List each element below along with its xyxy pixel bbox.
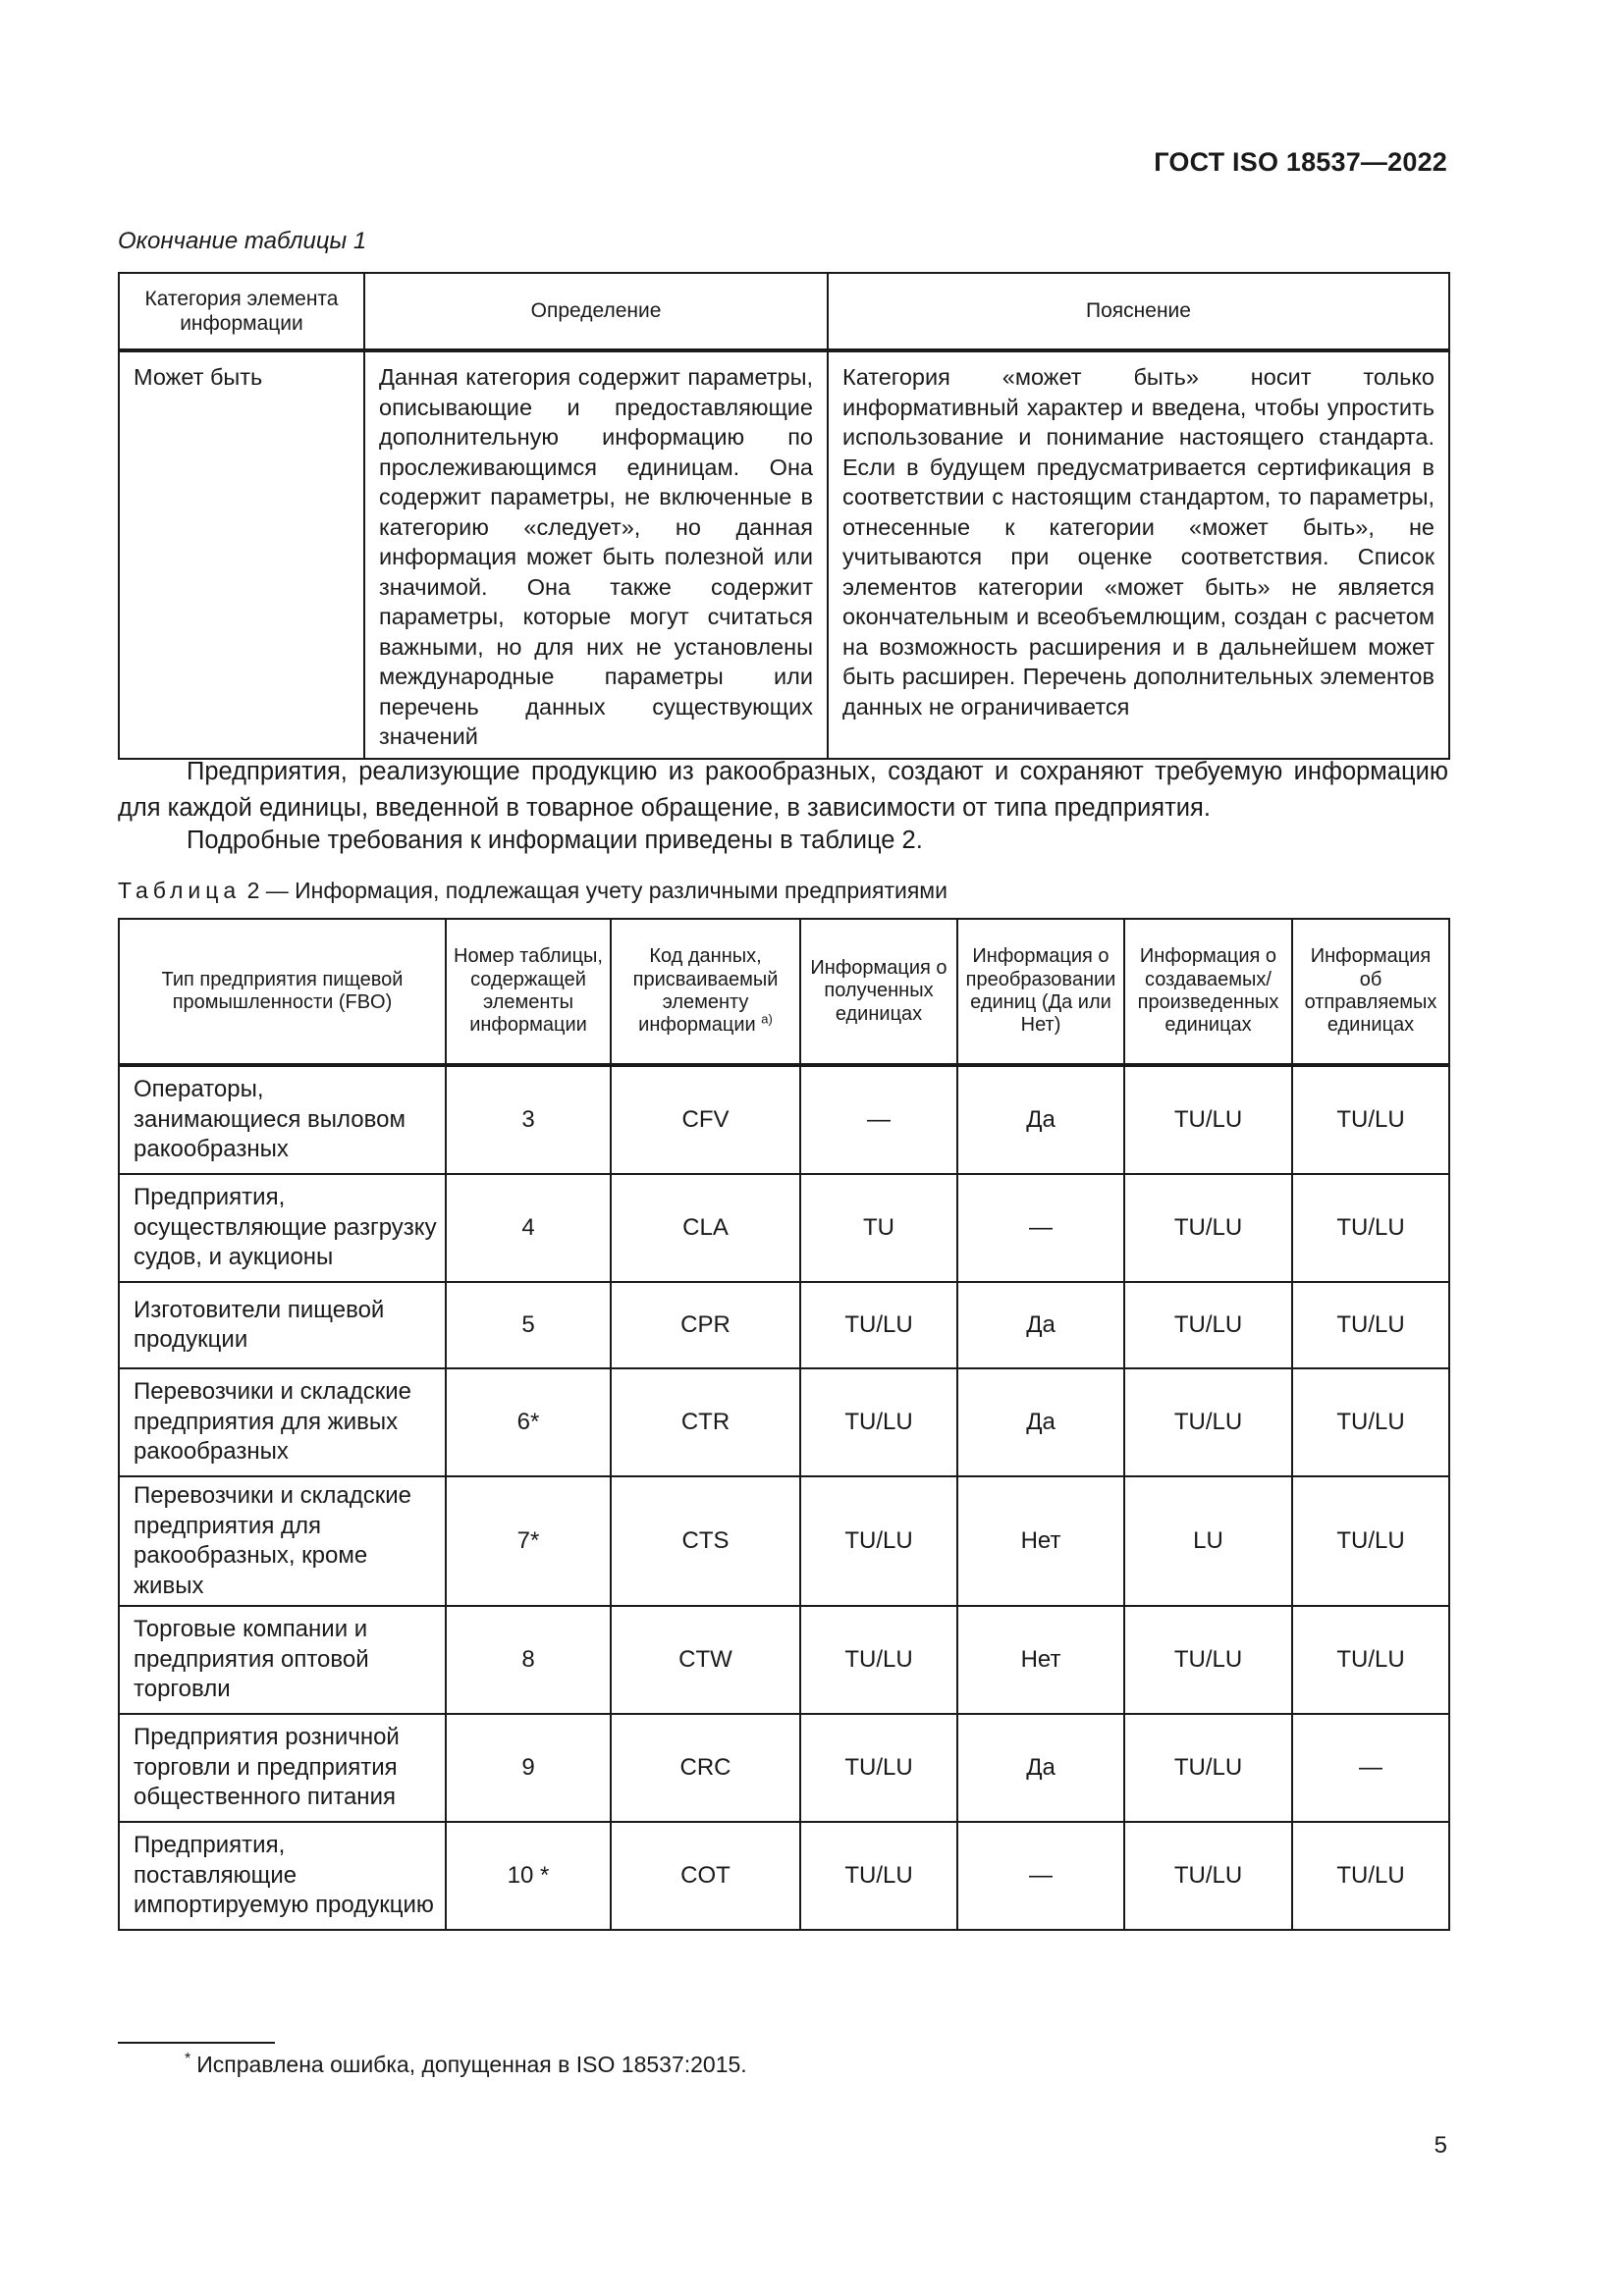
table2-cell-dispatched: TU/LU <box>1292 1065 1449 1174</box>
table2-cell-received: TU <box>800 1174 957 1282</box>
table2-header-dispatched: Информация об отправляемых единицах <box>1292 919 1449 1065</box>
table2-cell-table-number: 6* <box>446 1368 611 1476</box>
table2-row <box>119 1476 1449 1606</box>
table2-cell-transformed: — <box>957 1174 1124 1282</box>
table2-cell-dispatched: TU/LU <box>1292 1606 1449 1714</box>
table2-cell-fbo-type: Операторы, занимающиеся выловом ракообразных <box>119 1065 446 1174</box>
table2-header-data-code <box>611 919 800 1065</box>
table1-header-explanation: Пояснение <box>828 273 1449 350</box>
table2-cell-created: TU/LU <box>1124 1822 1292 1930</box>
table2-header-data-code-text: Код данных, присваиваемый элементу информации <box>632 945 779 1037</box>
table2-header-row <box>119 919 1449 1065</box>
table2-row <box>119 1065 1449 1174</box>
table2-header-table-number: Номер таблицы, содержащей элементы информации <box>446 919 611 1065</box>
table1-cell-explanation: Категория «может быть» носит только информативный характер и введена, чтобы упростить использование и понимание настоящего стандарта. Если в будущем предусматривается сертификация в соответствии с настоящим стандартом, то параметры, отнесенные к категории «может быть», не учитываются при оценке соответствия. Список элементов категории «может быть» не является окончательным и всеобъемлющим, создан с расчетом на возможность расширения и в дальнейшем может быть расширен. Перечень дополнительных элементов данных не ограничивается <box>828 350 1449 759</box>
table2-cell-transformed: Да <box>957 1282 1124 1368</box>
document-code-header: ГОСТ ISO 18537—2022 <box>1154 147 1447 177</box>
table2-cell-table-number: 10 * <box>446 1822 611 1930</box>
table2-cell-transformed: Да <box>957 1368 1124 1476</box>
table2-header-fbo-type: Тип предприятия пищевой промышленности (FBO) <box>119 919 446 1065</box>
body-paragraph-1: Предприятия, реализующие продукцию из ракообразных, создают и сохраняют требуемую информацию для каждой единицы, введенной в товарное обращение, в зависимости от типа предприятия. <box>118 758 1448 822</box>
table2-caption-title: — Информация, подлежащая учету различными предприятиями <box>265 878 947 903</box>
table2-cell-received: TU/LU <box>800 1714 957 1822</box>
table2-cell-created: TU/LU <box>1124 1282 1292 1368</box>
table2-cell-created: TU/LU <box>1124 1174 1292 1282</box>
footnote-text: Исправлена ошибка, допущенная в ISO 18537:2015. <box>196 2052 747 2077</box>
table2-header-received: Информация о полученных единицах <box>800 919 957 1065</box>
table1-header-category: Категория элемента информации <box>119 273 364 350</box>
table2-cell-table-number: 3 <box>446 1065 611 1174</box>
table2-cell-transformed: Да <box>957 1065 1124 1174</box>
table2-cell-created: TU/LU <box>1124 1065 1292 1174</box>
table2-cell-transformed: Нет <box>957 1606 1124 1714</box>
table2-cell-created: TU/LU <box>1124 1368 1292 1476</box>
table1-row <box>119 350 1449 759</box>
table2-cell-received: TU/LU <box>800 1606 957 1714</box>
table2-cell-data-code: CTR <box>611 1368 800 1476</box>
table2-cell-table-number: 7* <box>446 1476 611 1606</box>
table2-cell-data-code: CTW <box>611 1606 800 1714</box>
table1-cell-definition: Данная категория содержит параметры, описывающие и предоставляющие дополнительную информацию по прослеживающимся единицам. Она содержит параметры, не включенные в категорию «следует», но данная информация может быть полезной или значимой. Она также содержит параметры, которые могут считаться важными, но для них не установлены международные параметры или перечень данных существующих значений <box>364 350 828 759</box>
table2-cell-transformed: Нет <box>957 1476 1124 1606</box>
table2-cell-data-code: CFV <box>611 1065 800 1174</box>
table2-cell-dispatched: TU/LU <box>1292 1174 1449 1282</box>
table2-cell-created: LU <box>1124 1476 1292 1606</box>
table2-cell-transformed: Да <box>957 1714 1124 1822</box>
table2-cell-received: TU/LU <box>800 1476 957 1606</box>
table1-header-definition: Определение <box>364 273 828 350</box>
table2-cell-dispatched: TU/LU <box>1292 1476 1449 1606</box>
table2-caption-label: Таблица <box>118 878 242 903</box>
table1-header-row <box>119 273 1449 350</box>
table2-header-transformed: Информация о преобразовании единиц (Да или Нет) <box>957 919 1124 1065</box>
table2-row <box>119 1606 1449 1714</box>
table2-cell-received: TU/LU <box>800 1368 957 1476</box>
table2-row <box>119 1714 1449 1822</box>
table2-cell-data-code: CPR <box>611 1282 800 1368</box>
table2-cell-data-code: CLA <box>611 1174 800 1282</box>
table2-cell-transformed: — <box>957 1822 1124 1930</box>
table2-header-created: Информация о создаваемых/произведенных единицах <box>1124 919 1292 1065</box>
table2-cell-fbo-type: Предприятия розничной торговли и предприятия общественного питания <box>119 1714 446 1822</box>
table2-cell-created: TU/LU <box>1124 1714 1292 1822</box>
table2-row <box>119 1368 1449 1476</box>
table2-cell-fbo-type: Перевозчики и складские предприятия для ракообразных, кроме живых <box>119 1476 446 1606</box>
table2-cell-fbo-type: Изготовители пищевой продукции <box>119 1282 446 1368</box>
table2-cell-received: — <box>800 1065 957 1174</box>
table2-row <box>119 1174 1449 1282</box>
footnote-divider <box>118 2042 275 2044</box>
table1-caption: Окончание таблицы 1 <box>118 228 367 254</box>
table2-cell-fbo-type: Предприятия, осуществляющие разгрузку судов, и аукционы <box>119 1174 446 1282</box>
table2-row <box>119 1282 1449 1368</box>
table2-cell-table-number: 9 <box>446 1714 611 1822</box>
table2-cell-data-code: CTS <box>611 1476 800 1606</box>
table2-cell-created: TU/LU <box>1124 1606 1292 1714</box>
table2-cell-dispatched: — <box>1292 1714 1449 1822</box>
table1-cell-category: Может быть <box>119 350 364 759</box>
table2-cell-table-number: 4 <box>446 1174 611 1282</box>
footnote <box>185 2052 747 2078</box>
footnote-marker: * <box>185 2051 191 2068</box>
table2-cell-table-number: 5 <box>446 1282 611 1368</box>
body-paragraph-2: Подробные требования к информации приведены в таблице 2. <box>187 827 923 854</box>
table2-cell-fbo-type: Торговые компании и предприятия оптовой торговли <box>119 1606 446 1714</box>
table2-cell-fbo-type: Перевозчики и складские предприятия для живых ракообразных <box>119 1368 446 1476</box>
table2-cell-dispatched: TU/LU <box>1292 1368 1449 1476</box>
table2-cell-data-code: COT <box>611 1822 800 1930</box>
table2 <box>118 918 1450 1931</box>
table1 <box>118 272 1450 760</box>
table2-row <box>119 1822 1449 1930</box>
table2-cell-dispatched: TU/LU <box>1292 1282 1449 1368</box>
table2-caption-number: 2 <box>246 878 260 903</box>
table2-cell-data-code: CRC <box>611 1714 800 1822</box>
table2-cell-fbo-type: Предприятия, поставляющие импортируемую продукцию <box>119 1822 446 1930</box>
table2-header-data-code-note: а) <box>761 1011 773 1027</box>
table2-cell-dispatched: TU/LU <box>1292 1822 1449 1930</box>
table2-cell-received: TU/LU <box>800 1282 957 1368</box>
table2-caption <box>118 878 947 904</box>
page-number: 5 <box>1434 2132 1447 2159</box>
table2-cell-table-number: 8 <box>446 1606 611 1714</box>
table2-cell-received: TU/LU <box>800 1822 957 1930</box>
